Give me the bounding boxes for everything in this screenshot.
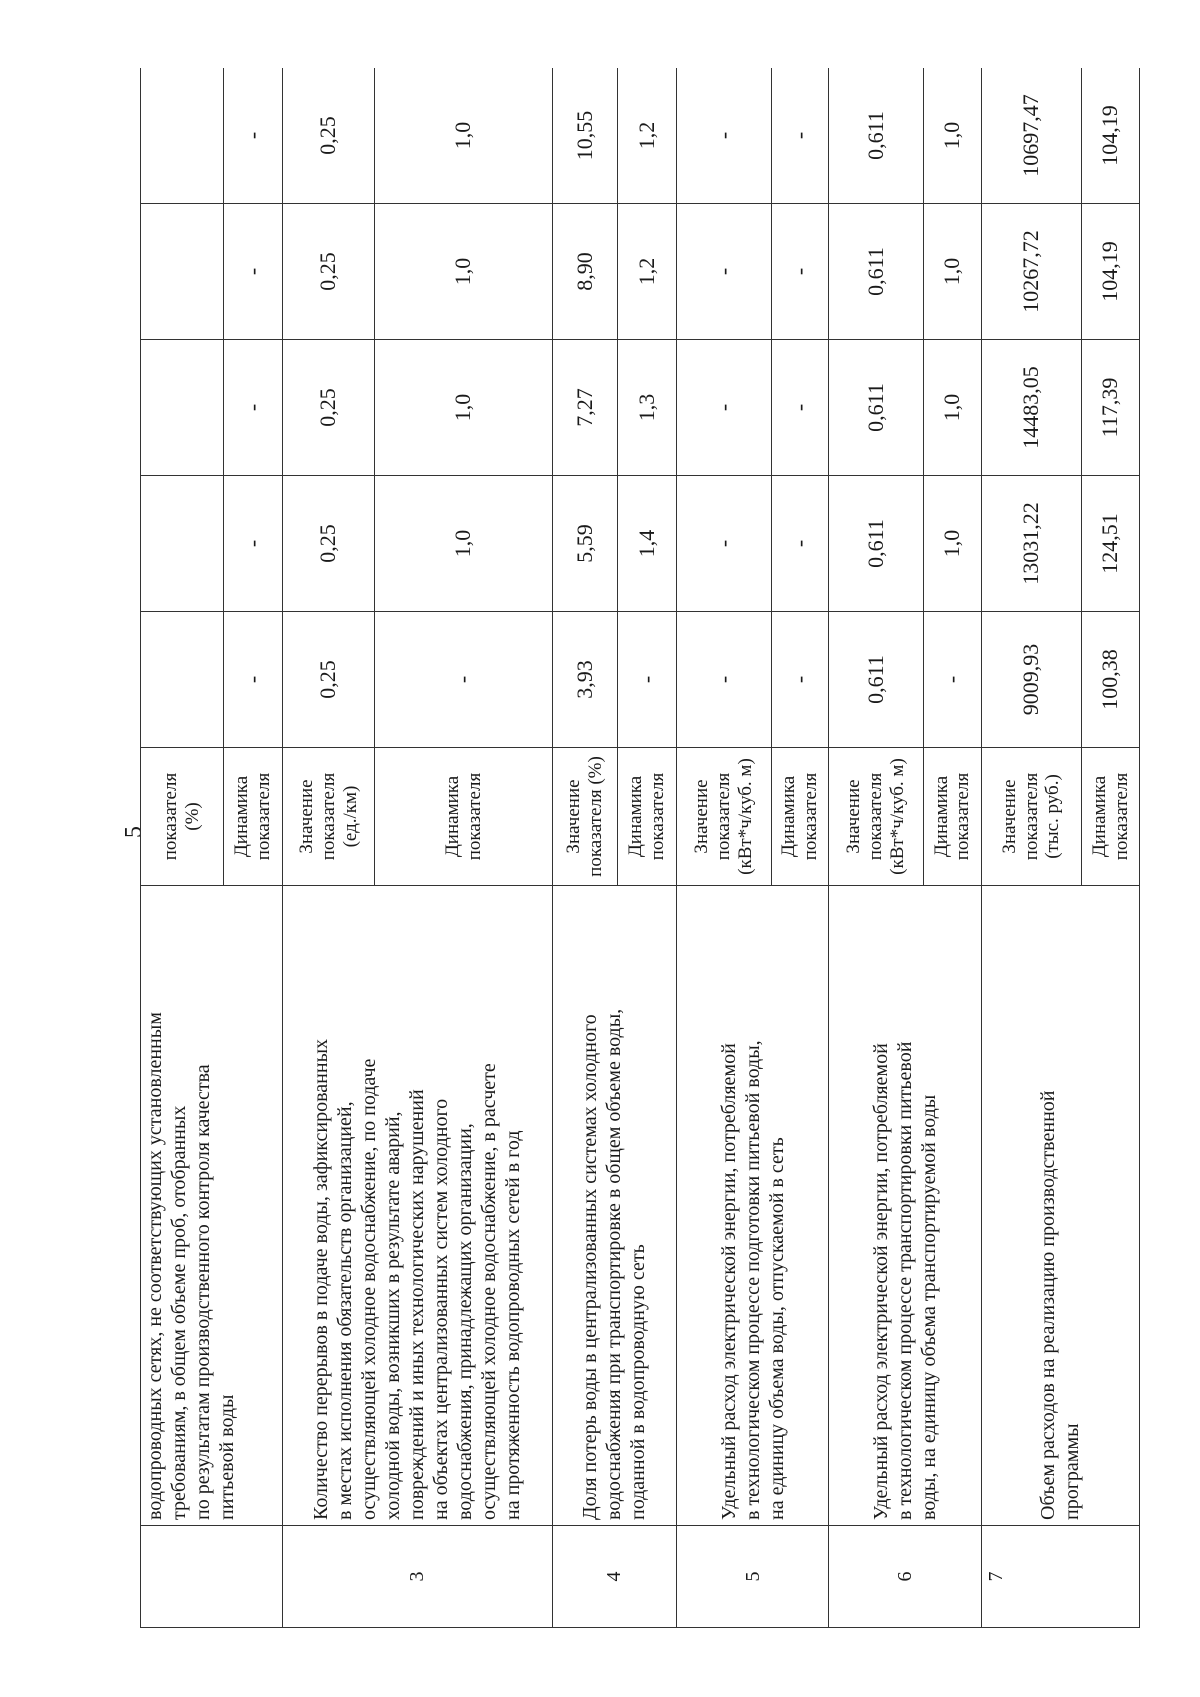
table-row — [677, 68, 772, 1628]
value-cell: 1,0 — [375, 204, 553, 340]
label-line: показателя — [865, 772, 887, 861]
value-cell: 14483,05 — [981, 340, 1082, 476]
value-cell: - — [223, 476, 282, 612]
value-cell: 0,611 — [829, 476, 924, 612]
description-line: на объектах централизованных систем холодного — [430, 1098, 453, 1520]
value-cell: 1,2 — [617, 204, 676, 340]
label-line: показателя (%) — [584, 756, 606, 877]
description-line: Удельный расход электрической энергии, потребляемой — [870, 1043, 893, 1520]
label-line: показателя — [317, 772, 339, 861]
description-line: по результатам производственного контроля качества — [192, 1064, 214, 1520]
label-line: Значение — [563, 779, 585, 854]
value-cell: 104,19 — [1082, 68, 1140, 204]
label-line: (кВт*ч/куб. м) — [734, 758, 756, 875]
value-cell: 1,4 — [617, 476, 676, 612]
label-line: показателя — [252, 772, 274, 861]
value-cell: 1,2 — [617, 68, 676, 204]
value-cell: 104,19 — [1082, 204, 1140, 340]
label-line: (%) — [181, 802, 203, 831]
description-line: воды, на единицу объема транспортируемой воды — [918, 1094, 941, 1520]
value-cell: 1,0 — [924, 476, 982, 612]
indicator-label — [771, 748, 829, 886]
description-line: питьевой воды — [216, 1394, 238, 1520]
label-line: Динамика — [441, 775, 463, 858]
page-number: 5 — [120, 826, 147, 838]
label-line: показателя — [1110, 772, 1132, 861]
description-line: осуществляющей холодное водоснабжение, в расчете — [478, 1063, 501, 1520]
value-cell: 1,0 — [375, 476, 553, 612]
value-cell: 1,0 — [924, 68, 982, 204]
table-row — [283, 68, 375, 1628]
table-row — [829, 68, 924, 1628]
value-cell: - — [677, 340, 772, 476]
value-cell: 0,25 — [283, 476, 375, 612]
value-cell: 0,611 — [829, 204, 924, 340]
label-line: Динамика — [1088, 775, 1110, 858]
value-cell: 10697,47 — [981, 68, 1082, 204]
label-line: (тыс. руб.) — [1042, 774, 1064, 859]
value-cell: 7,27 — [552, 340, 617, 476]
label-line: Динамика — [930, 775, 952, 858]
description-line: поданной в водопроводную сеть — [627, 1244, 650, 1520]
value-cell: - — [375, 612, 553, 748]
value-cell: 117,39 — [1082, 340, 1140, 476]
value-cell: 0,25 — [283, 68, 375, 204]
value-cell: 1,0 — [375, 68, 553, 204]
indicator-label — [141, 748, 224, 886]
value-cell: 124,51 — [1082, 476, 1140, 612]
value-cell: 0,25 — [283, 612, 375, 748]
value-cell: 0,611 — [829, 612, 924, 748]
value-cell: - — [771, 68, 829, 204]
description-line: Доля потерь воды в централизованных системах холодного — [579, 1014, 602, 1520]
value-cell: 1,0 — [924, 204, 982, 340]
value-cell: 9009,93 — [981, 612, 1082, 748]
label-line: показателя — [160, 772, 182, 861]
row-number — [141, 1526, 283, 1628]
row-number: 4 — [552, 1526, 676, 1628]
value-cell: 8,90 — [552, 204, 617, 340]
value-cell — [141, 204, 224, 340]
value-cell: - — [617, 612, 676, 748]
description-line: холодной воды, возникших в результате аварий, — [382, 1111, 405, 1520]
indicator-label — [617, 748, 676, 886]
description-line: в технологическом процессе транспортировки питьевой — [894, 1041, 917, 1520]
value-cell: - — [771, 340, 829, 476]
description-line: водоснабжения при транспортировке в общем объеме воды, — [603, 1008, 626, 1520]
label-line: Динамика — [231, 775, 253, 858]
description-line: на протяженность водопроводных сетей в год — [502, 1130, 525, 1520]
value-cell: 10267,72 — [981, 204, 1082, 340]
indicator-label — [829, 748, 924, 886]
value-cell: - — [677, 204, 772, 340]
value-cell: - — [223, 68, 282, 204]
description-line: водопроводных сетях, не соответствующих установленным — [144, 1012, 166, 1520]
value-cell: - — [223, 612, 282, 748]
label-line: показателя — [713, 772, 735, 861]
row-number: 3 — [283, 1526, 553, 1628]
label-line: Значение — [295, 779, 317, 854]
value-cell: 0,25 — [283, 204, 375, 340]
value-cell: - — [677, 476, 772, 612]
label-line: Значение — [843, 779, 865, 854]
value-cell: - — [677, 612, 772, 748]
indicator-label — [1082, 748, 1140, 886]
row-number: 6 — [829, 1526, 981, 1628]
indicator-description — [552, 886, 676, 1526]
row-number: 5 — [677, 1526, 829, 1628]
value-cell: 1,0 — [924, 340, 982, 476]
description-line: в технологическом процессе подготовки питьевой воды, — [741, 1040, 764, 1520]
value-cell: - — [771, 476, 829, 612]
indicator-label — [375, 748, 553, 886]
description-line: в местах исполнения обязательств организацией, — [334, 1101, 357, 1520]
value-cell: - — [924, 612, 982, 748]
value-cell: 3,93 — [552, 612, 617, 748]
label-line: Значение — [691, 779, 713, 854]
value-cell — [141, 476, 224, 612]
table-rotation-frame — [140, 68, 1140, 1628]
label-line: Динамика — [625, 775, 647, 858]
description-line: Количество перерывов в подаче воды, зафиксированных — [310, 1038, 333, 1520]
description-line: Объем расходов на реализацию производственной — [1037, 1090, 1060, 1520]
table-row — [141, 68, 224, 1628]
indicator-label — [981, 748, 1082, 886]
table-body — [141, 68, 1140, 1628]
indicator-description — [283, 886, 553, 1526]
value-cell: - — [223, 204, 282, 340]
label-line: показателя — [1020, 772, 1042, 861]
value-cell: 13031,22 — [981, 476, 1082, 612]
label-line: Динамика — [778, 775, 800, 858]
value-cell: 5,59 — [552, 476, 617, 612]
value-cell: 0,25 — [283, 340, 375, 476]
description-line: осуществляющей холодное водоснабжение, по подаче — [358, 1058, 381, 1520]
indicators-table — [140, 68, 1140, 1628]
indicator-description — [677, 886, 829, 1526]
description-line: на единицу объема воды, отпускаемой в сеть — [765, 1137, 788, 1520]
description-line: Удельный расход электрической энергии, потребляемой — [717, 1043, 740, 1520]
indicator-label — [283, 748, 375, 886]
value-cell: - — [677, 68, 772, 204]
value-cell: 1,0 — [375, 340, 553, 476]
value-cell — [141, 340, 224, 476]
label-line: Значение — [998, 779, 1020, 854]
value-cell — [141, 612, 224, 748]
table-row — [981, 68, 1082, 1628]
value-cell: 0,611 — [829, 340, 924, 476]
value-cell: 100,38 — [1082, 612, 1140, 748]
description-line: водоснабжения, принадлежащих организации, — [454, 1123, 477, 1520]
label-line: показателя — [463, 772, 485, 861]
value-cell: - — [771, 612, 829, 748]
label-line: показателя — [952, 772, 974, 861]
label-line: (кВт*ч/куб. м) — [887, 758, 909, 875]
indicator-label — [924, 748, 982, 886]
indicator-description — [141, 886, 283, 1526]
label-line: (ед./км) — [339, 785, 361, 848]
label-line: показателя — [800, 772, 822, 861]
indicator-label — [223, 748, 282, 886]
value-cell: 0,611 — [829, 68, 924, 204]
description-line: программы — [1061, 1423, 1084, 1520]
label-line: показателя — [647, 772, 669, 861]
indicator-description — [829, 886, 981, 1526]
value-cell: 1,3 — [617, 340, 676, 476]
table-row — [552, 68, 617, 1628]
value-cell: - — [771, 204, 829, 340]
table-wrapper — [140, 68, 1140, 1628]
row-number: 7 — [981, 1526, 1139, 1628]
indicator-label — [552, 748, 617, 886]
indicator-label — [677, 748, 772, 886]
value-cell — [141, 68, 224, 204]
description-line: требованиям, в общем объеме проб, отобранных — [168, 1105, 190, 1520]
value-cell: 10,55 — [552, 68, 617, 204]
indicator-description — [981, 886, 1139, 1526]
description-line: повреждений и иных технологических нарушений — [406, 1089, 429, 1520]
value-cell: - — [223, 340, 282, 476]
